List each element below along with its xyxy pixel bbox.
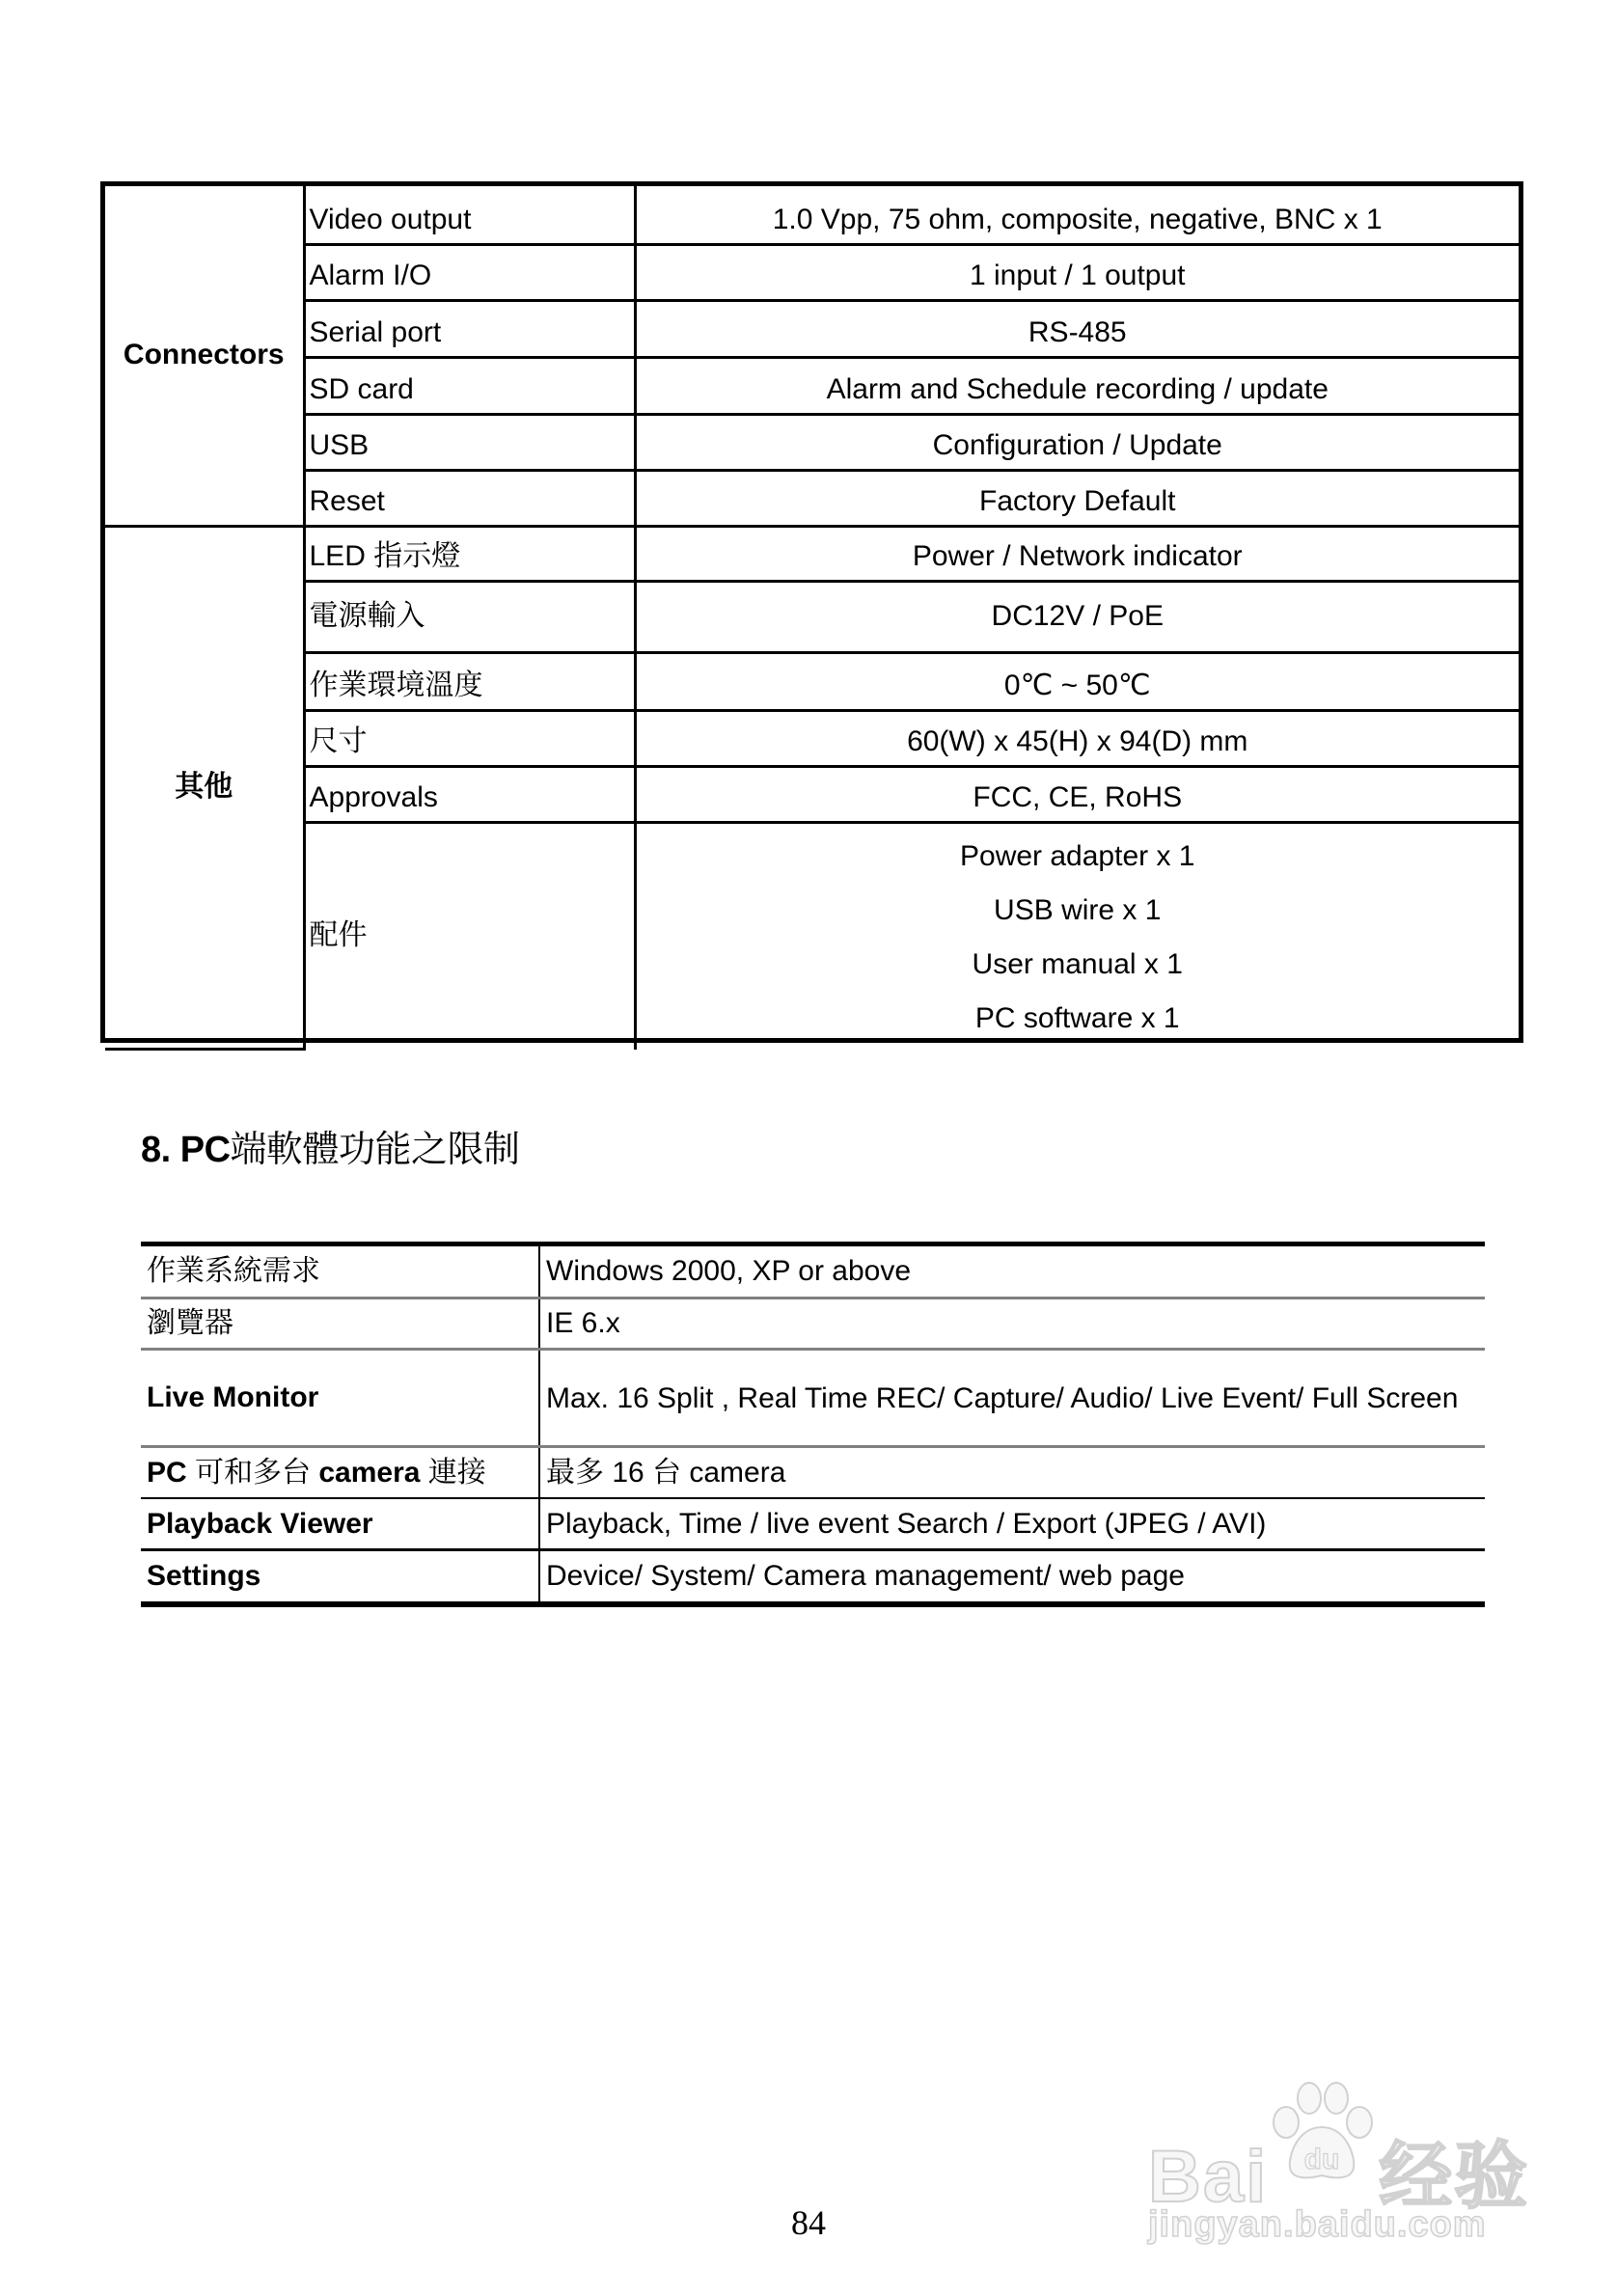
limits-key: 作業系統需求 [141, 1246, 539, 1298]
spec-row [105, 300, 1519, 357]
spec-key: Video output [304, 186, 635, 244]
spec-row [105, 766, 1519, 822]
spec-value: 60(W) x 45(H) x 94(D) mm [635, 710, 1519, 766]
limits-key-part: 連接 [427, 1456, 486, 1489]
spec-value: 1.0 Vpp, 75 ohm, composite, negative, BNC x 1 [635, 186, 1519, 244]
section-heading [141, 1119, 520, 1172]
spec-row [105, 652, 1519, 710]
watermark-site: jingyan.baidu.com [1148, 2204, 1487, 2245]
spec-key: LED 指示燈 [304, 526, 635, 581]
limits-key: 瀏覽器 [141, 1298, 539, 1350]
limits-row [141, 1550, 1485, 1602]
limits-value: Windows 2000, XP or above [539, 1246, 1485, 1298]
spec-key: Alarm I/O [304, 244, 635, 300]
page-number: 84 [791, 2203, 826, 2242]
limits-value: Max. 16 Split , Real Time REC/ Capture/ Audio/ Live Event/ Full Screen [539, 1350, 1485, 1447]
limits-row [141, 1246, 1485, 1298]
spec-row [105, 244, 1519, 300]
spec-row [105, 526, 1519, 581]
spec-table [100, 181, 1523, 1043]
spec-value: DC12V / PoE [635, 581, 1519, 652]
limits-row [141, 1447, 1485, 1499]
limits-row [141, 1298, 1485, 1350]
limits-value: 最多 16 台 camera [539, 1447, 1485, 1499]
limits-row [141, 1498, 1485, 1550]
spec-key: 配件 [304, 822, 635, 1050]
spec-value: 1 input / 1 output [635, 244, 1519, 300]
limits-key [141, 1447, 539, 1499]
limits-key-part: 可和多台 [195, 1456, 312, 1489]
limits-key: Live Monitor [141, 1350, 539, 1447]
accessory-item: USB wire x 1 [994, 893, 1162, 926]
spec-key: 尺寸 [304, 710, 635, 766]
spec-value-list [635, 822, 1519, 1050]
limits-value: Playback, Time / live event Search / Export (JPEG / AVI) [539, 1498, 1485, 1550]
spec-row [105, 414, 1519, 470]
section-heading-title: 端軟體功能之限制 [230, 1130, 520, 1170]
spec-row [105, 710, 1519, 766]
limits-value: Device/ System/ Camera management/ web page [539, 1550, 1485, 1602]
accessory-item: PC software x 1 [974, 1001, 1180, 1034]
category-other: 其他 [105, 526, 304, 1050]
accessory-item: Power adapter x 1 [960, 839, 1195, 872]
limits-value: IE 6.x [539, 1298, 1485, 1350]
limits-row [141, 1350, 1485, 1447]
spec-key: USB [304, 414, 635, 470]
spec-row [105, 581, 1519, 652]
software-limits-table [141, 1242, 1485, 1607]
spec-value: 0℃ ~ 50℃ [635, 652, 1519, 710]
spec-value: Alarm and Schedule recording / update [635, 357, 1519, 414]
category-connectors: Connectors [105, 186, 304, 526]
spec-row [105, 357, 1519, 414]
spec-key: 電源輸入 [304, 581, 635, 652]
limits-key-part: PC [147, 1456, 196, 1489]
spec-value: Configuration / Update [635, 414, 1519, 470]
spec-key: Serial port [304, 300, 635, 357]
spec-key: Reset [304, 470, 635, 526]
limits-key: Playback Viewer [141, 1498, 539, 1550]
spec-key: SD card [304, 357, 635, 414]
section-heading-prefix: 8. PC [141, 1130, 231, 1170]
spec-row-accessories [105, 822, 1519, 1050]
limits-key: Settings [147, 1560, 261, 1592]
spec-value: FCC, CE, RoHS [635, 766, 1519, 822]
spec-row [105, 186, 1519, 244]
spec-value: RS-485 [635, 300, 1519, 357]
accessory-item: User manual x 1 [972, 947, 1183, 980]
spec-key: 作業環境溫度 [304, 652, 635, 710]
watermark-brand: Bai 经验 [1148, 2136, 1530, 2218]
spec-value: Factory Default [635, 470, 1519, 526]
spec-value: Power / Network indicator [635, 526, 1519, 581]
spec-key: Approvals [304, 766, 635, 822]
svg-text:du: du [1303, 2144, 1340, 2175]
limits-key-part: camera [311, 1456, 428, 1489]
spec-row [105, 470, 1519, 526]
